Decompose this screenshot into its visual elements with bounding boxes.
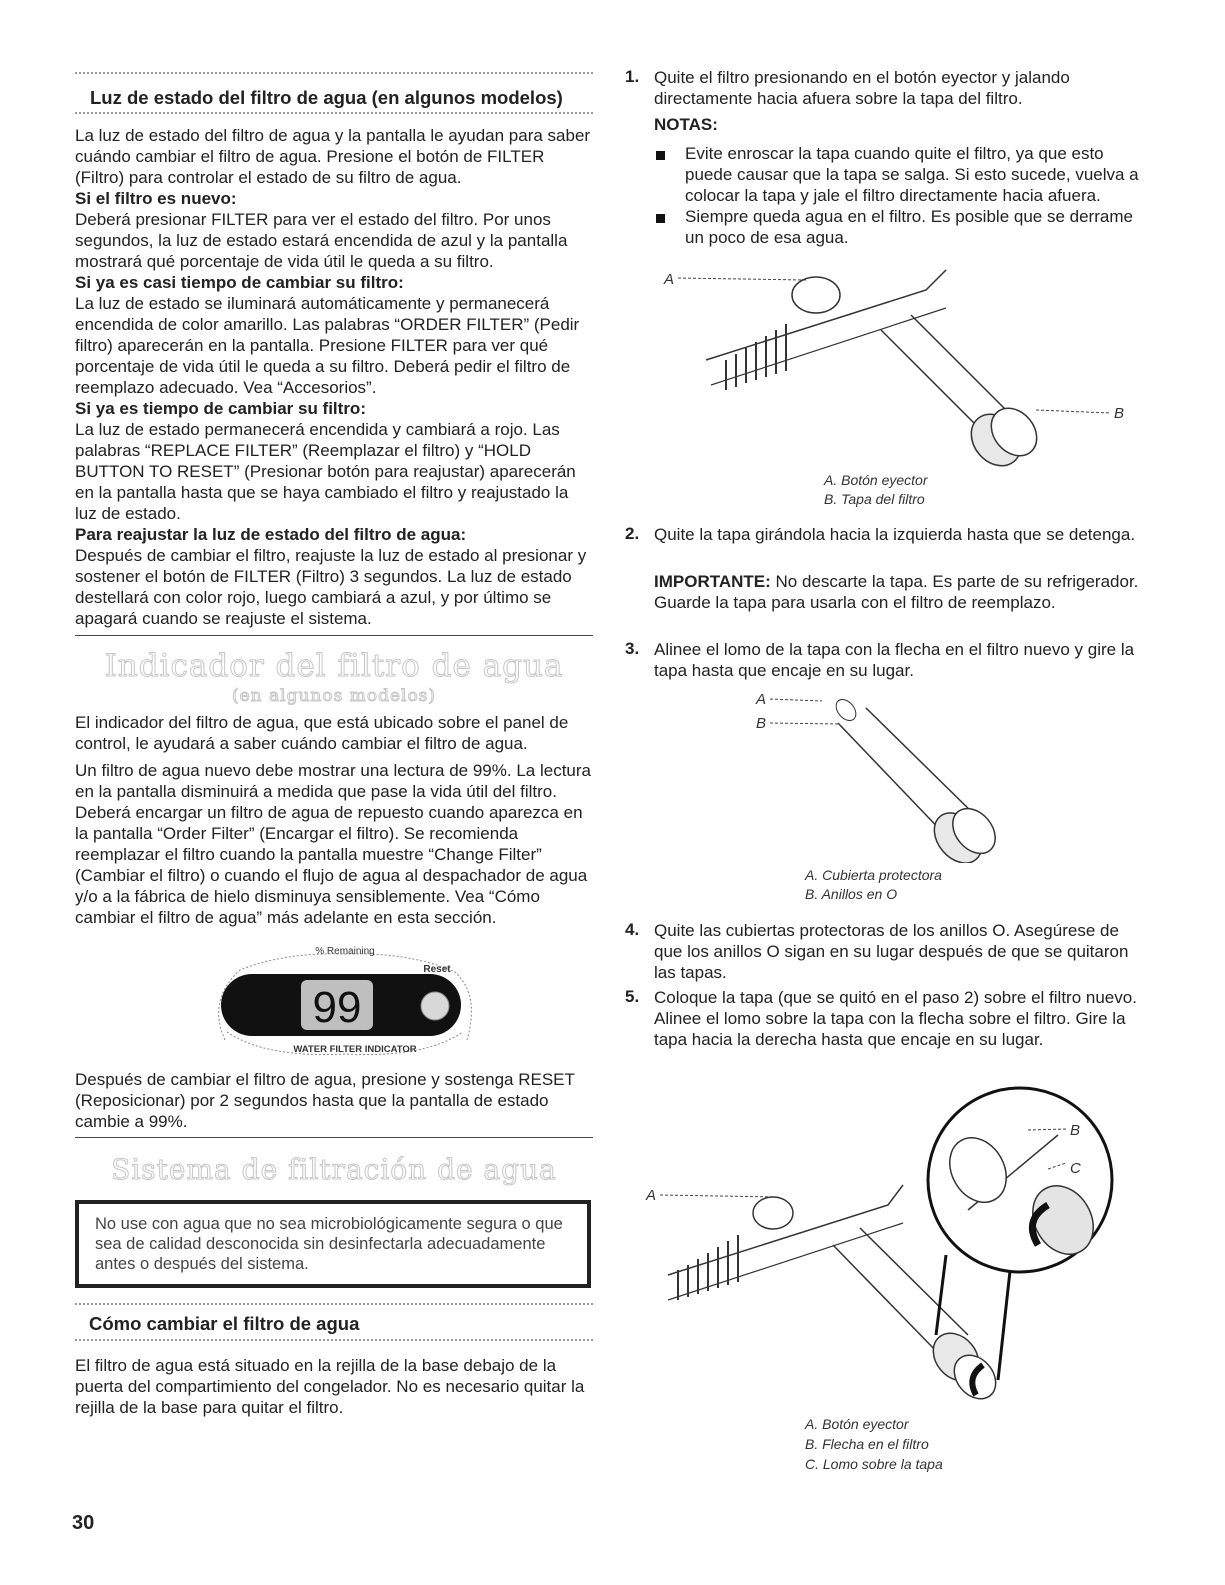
fig2-label-b: B (756, 715, 767, 732)
heading-time-to-change: Si ya es tiempo de cambiar su filtro: (75, 399, 366, 418)
section-title-filtration: Sistema de filtración de agua (111, 1153, 557, 1186)
figure-install-cap (638, 1085, 1150, 1415)
indicator-paragraph-1: El indicador del filtro de agua, que está ubicado sobre el panel de control, le ayudará a saber cuándo cambiar el filtro de agua. (75, 713, 569, 753)
fig3-label-b: B (1070, 1122, 1081, 1139)
paragraph-time-to-change: La luz de estado permanecerá encendida y cambiará a rojo. Las palabras “REPLACE FILTER” (Reemplazar el filtro) y “HOLD BUTTON TO RESET” (Presionar botón para reajustar) aparecerán en la pantalla hasta que se haya cambiado el filtro y reajustado la luz de estado. (75, 420, 576, 523)
section-title-indicator: Indicador del filtro de agua (104, 648, 564, 684)
section-rule (75, 1137, 593, 1138)
indicator-paragraph-3: Después de cambiar el filtro de agua, presione y sostenga RESET (Reposicionar) por 2 segundos hasta que la pantalla de estado cambie a 99%. (75, 1070, 575, 1131)
divider (75, 112, 593, 114)
change-filter-paragraph: El filtro de agua está situado en la rejilla de la base debajo de la puerta del compartimiento del congelador. No es necesario quitar la rejilla de la base para quitar el filtro. (75, 1356, 585, 1417)
fig3-caption-a: A. Botón eyector (805, 1416, 909, 1432)
divider (75, 1303, 593, 1305)
remaining-label: % Remaining (315, 946, 375, 957)
status-light-section (75, 125, 593, 629)
figure-remove-filter (656, 250, 1136, 470)
step-3-text: Alinee el lomo de la tapa con la flecha en el filtro nuevo y gire la tapa hasta que encaje en su lugar. (654, 640, 1135, 680)
divider (75, 1339, 593, 1341)
step-2-text: Quite la tapa girándola hacia la izquierda hasta que se detenga. (654, 525, 1136, 544)
water-filter-indicator-panel (205, 940, 485, 1060)
heading-reset: Para reajustar la luz de estado del filtro de agua: (75, 525, 467, 544)
reset-label: Reset (423, 964, 451, 975)
paragraph-reset: Después de cambiar el filtro, reajuste la luz de estado al presionar y sostener el botón de FILTER (Filtro) 3 segundos. La luz de estado destellará con color rojo, luego cambiará a azul, y por último se apagará cuando se reajuste el sistema. (75, 546, 587, 628)
display-digits: 99 (312, 983, 362, 1032)
section-title-change-filter: Cómo cambiar el filtro de agua (89, 1313, 360, 1334)
paragraph-new-filter: Deberá presionar FILTER para ver el estado del filtro. Por unos segundos, la luz de estado estará encendida de azul y la pantalla mostrará qué porcentaje de vida útil le queda a su filtro. (75, 210, 568, 271)
heading-almost-time: Si ya es casi tiempo de cambiar su filtro: (75, 273, 404, 292)
status-intro: La luz de estado del filtro de agua y la pantalla le ayudan para saber cuándo cambiar el filtro de agua. Presione el botón de FILTER (Filtro) para controlar el estado de su filtro de agua. (75, 126, 591, 187)
fig2-caption-b: B. Anillos en O (805, 886, 898, 902)
section-subtitle-indicator: (en algunos modelos) (231, 686, 437, 706)
indicator-label: WATER FILTER INDICATOR (293, 1044, 417, 1055)
step-5-text: Coloque la tapa (que se quitó en el paso 2) sobre el filtro nuevo. Alinee el lomo sobre la tapa con la flecha sobre el filtro. Gire la tapa hacia la derecha hasta que encaje en su lugar. (654, 988, 1137, 1049)
fig1-label-b: B (1114, 405, 1125, 422)
step-1-text: Quite el filtro presionando en el botón eyector y jalando directamente hacia afuera sobre la tapa del filtro. (654, 68, 1070, 108)
heading-new-filter: Si el filtro es nuevo: (75, 189, 237, 208)
important-text: No descarte la tapa. Es parte de su refrigerador. Guarde la tapa para usarla con el filtro de reemplazo. (654, 572, 1139, 612)
indicator-paragraph-2: Un filtro de agua nuevo debe mostrar una lectura de 99%. La lectura en la pantalla disminuirá a medida que pase la vida útil del filtro. Deberá encargar un filtro de agua de repuesto cuando aparezca en la pantalla “Order Filter” (Encargar el filtro). Se recomienda reemplazar el filtro cuando la pantalla muestre “Change Filter” (Cambiar el filtro) o cuando el flujo de agua al despachador de agua y/o a la fábrica de hielo disminuya sensiblemente. Vea “Cómo cambiar el filtro de agua” más adelante en esta sección. (75, 761, 591, 927)
step-4-number: 4. (625, 920, 640, 939)
fig2-caption-a: A. Cubierta protectora (805, 867, 942, 883)
fig1-caption-b: B. Tapa del filtro (824, 491, 925, 507)
note-2: Siempre queda agua en el filtro. Es posible que se derrame un poco de esa agua. (685, 207, 1133, 247)
note-1: Evite enroscar la tapa cuando quite el filtro, ya que esto puede causar que la tapa se salga. Si esto sucede, vuelva a colocar la tapa y jale el filtro directamente hacia afuera. (685, 144, 1139, 205)
fig3-label-a: A (646, 1187, 657, 1204)
step-1-number: 1. (625, 67, 640, 86)
step-2-number: 2. (625, 524, 640, 543)
fig3-caption-c: C. Lomo sobre la tapa (805, 1456, 943, 1472)
fig2-label-a: A (756, 691, 767, 708)
fig3-label-c: C (1070, 1160, 1081, 1177)
step-4-text: Quite las cubiertas protectoras de los anillos O. Asegúrese de que los anillos O sigan en su lugar después de que se quitaron las tapas. (654, 921, 1129, 982)
warning-text: No use con agua que no sea microbiológicamente segura o que sea de calidad desconocida sin desinfectarla adecuadamente antes o después del sistema. (95, 1215, 563, 1273)
page-number: 30 (72, 1512, 95, 1534)
notes-label: NOTAS: (654, 115, 718, 134)
bullet-icon (656, 151, 665, 160)
indicator-section (75, 712, 593, 928)
important-label: IMPORTANTE: (654, 572, 771, 591)
section-rule (75, 635, 593, 636)
important-note (654, 571, 1150, 613)
divider (75, 72, 593, 74)
warning-box (75, 1200, 591, 1288)
fig1-label-a: A (664, 271, 675, 288)
figure-new-filter-cap (748, 688, 1048, 863)
section-title-status-light: Luz de estado del filtro de agua (en algunos modelos) (90, 87, 563, 108)
fig1-caption-a: A. Botón eyector (824, 472, 928, 488)
step-3-number: 3. (625, 639, 640, 658)
paragraph-almost-time: La luz de estado se iluminará automáticamente y permanecerá encendida de color amarillo. Las palabras “ORDER FILTER” (Pedir filtro) aparecerán en la pantalla. Presione FILTER para ver qué porcentaje de vida útil le queda a su filtro. Deberá pedir el filtro de reemplazo adecuado. Vea “Accesorios”. (75, 294, 580, 397)
step-5-number: 5. (625, 987, 640, 1006)
fig3-caption-b: B. Flecha en el filtro (805, 1436, 929, 1452)
bullet-icon (656, 214, 665, 223)
